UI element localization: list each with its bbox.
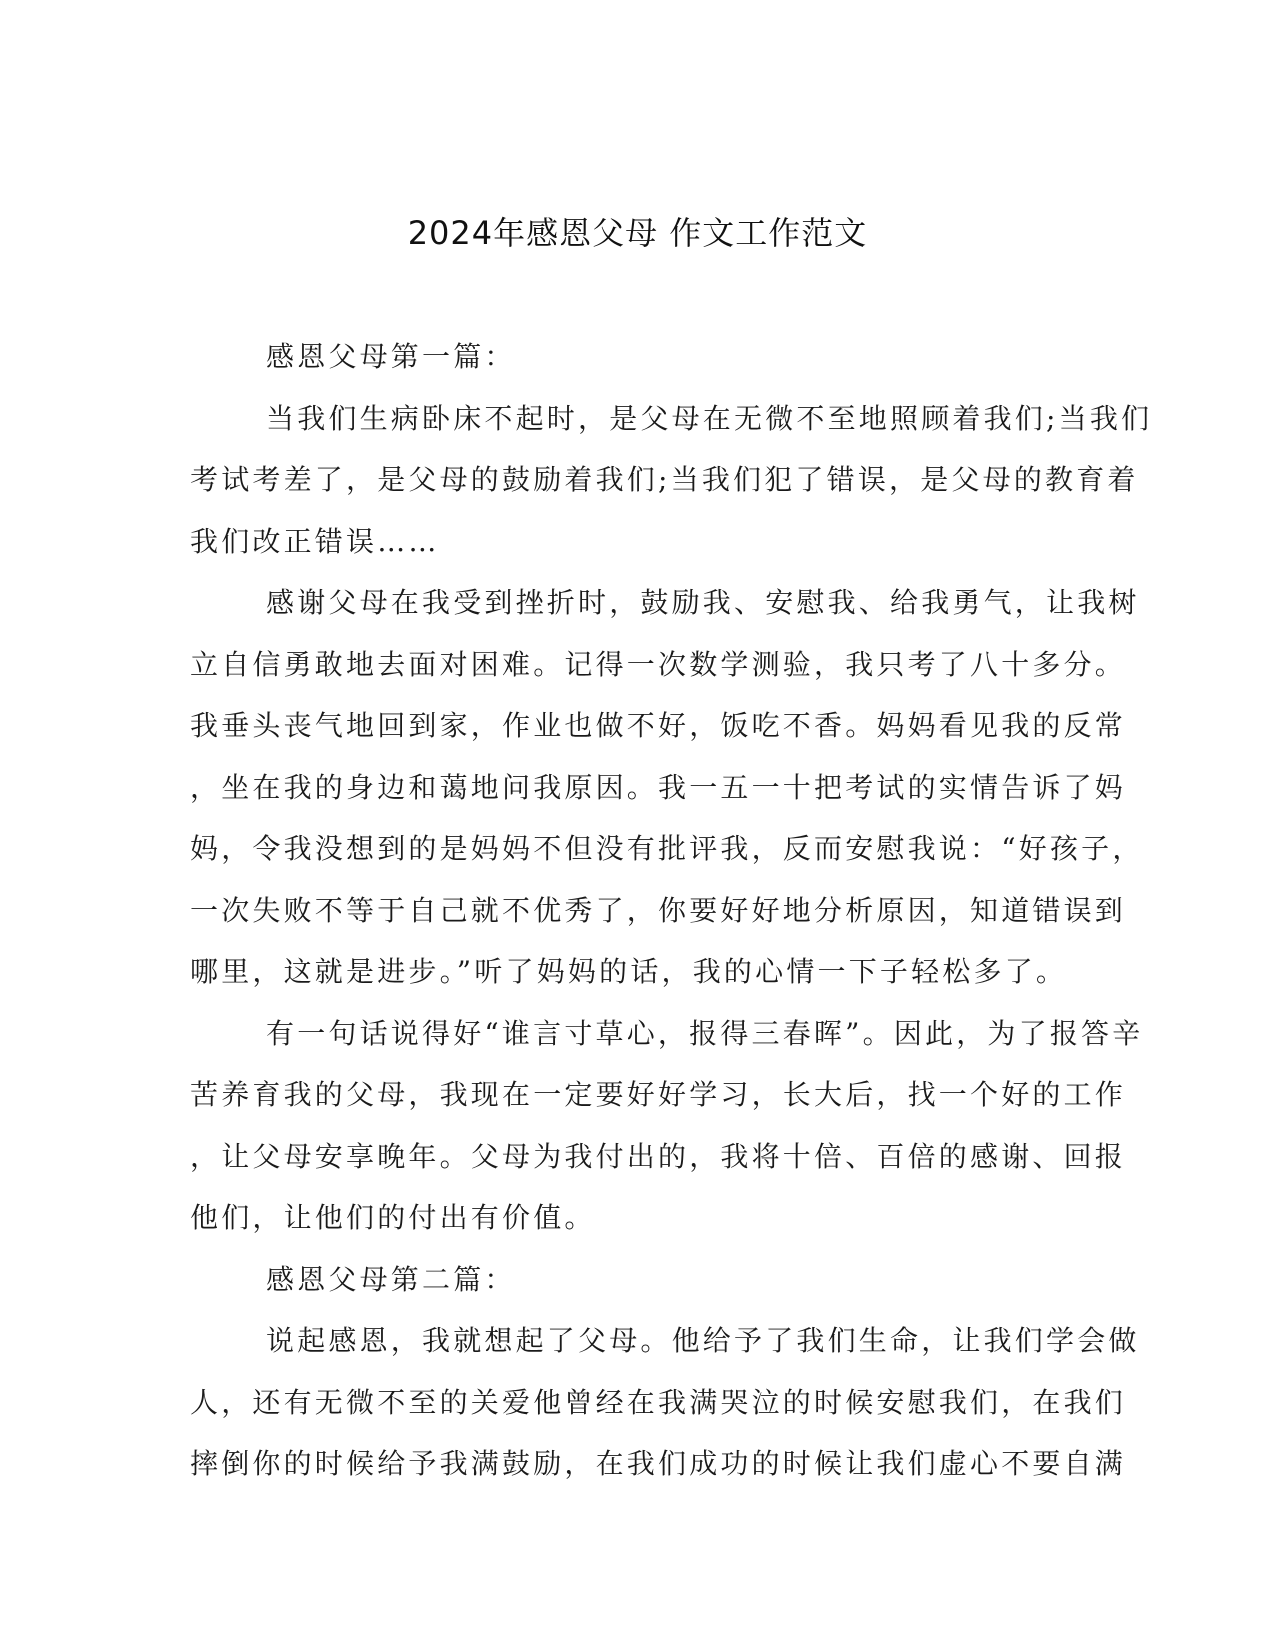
text-line: 我们改正错误…… [190, 524, 440, 558]
text-line: 他们，让他们的付出有价值。 [190, 1201, 596, 1234]
text-line: 有一句话说得好“谁言寸草心，报得三春晖”。因此，为了报答辛 [266, 1016, 1144, 1050]
text-line: 我垂头丧气地回到家，作业也做不好，饭吃不香。妈妈看见我的反常 [190, 709, 1127, 742]
text-line: 说起感恩，我就想起了父母。他给予了我们生命，让我们学会做 [266, 1324, 1140, 1357]
text-line: 一次失败不等于自己就不优秀了，你要好好地分析原因，知道错误到 [190, 893, 1127, 927]
text-line: 苦养育我的父母，我现在一定要好好学习，长大后，找一个好的工作 [190, 1078, 1127, 1111]
text-line: ，坐在我的身边和蔼地问我原因。我一五一十把考试的实情告诉了妈 [190, 770, 1127, 804]
text-line: ，让父母安享晚年。父母为我付出的，我将十倍、百倍的感谢、回报 [190, 1139, 1127, 1173]
document-title: 2024年感恩父母 作文工作范文 [407, 214, 868, 252]
text-line: 考试考差了，是父母的鼓励着我们;当我们犯了错误，是父母的教育着 [190, 463, 1139, 496]
document-body [190, 326, 1153, 1495]
text-line: 感恩父母第一篇： [266, 340, 516, 373]
text-line: 摔倒你的时候给予我满鼓励，在我们成功的时候让我们虚心不要自满 [190, 1447, 1127, 1480]
text-line: 哪里，这就是进步。”听了妈妈的话，我的心情一下子轻松多了。 [190, 955, 1068, 988]
text-line: 当我们生病卧床不起时，是父母在无微不至地照顾着我们;当我们 [266, 401, 1153, 435]
text-line: 人，还有无微不至的关爱他曾经在我满哭泣的时候安慰我们，在我们 [190, 1385, 1127, 1419]
text-line: 立自信勇敢地去面对困难。记得一次数学测验，我只考了八十多分。 [190, 647, 1127, 681]
text-line: 感恩父母第二篇： [266, 1262, 516, 1296]
text-line: 妈，令我没想到的是妈妈不但没有批评我，反而安慰我说：“好孩子， [190, 832, 1144, 865]
text-line: 感谢父母在我受到挫折时，鼓励我、安慰我、给我勇气，让我树 [266, 586, 1140, 619]
